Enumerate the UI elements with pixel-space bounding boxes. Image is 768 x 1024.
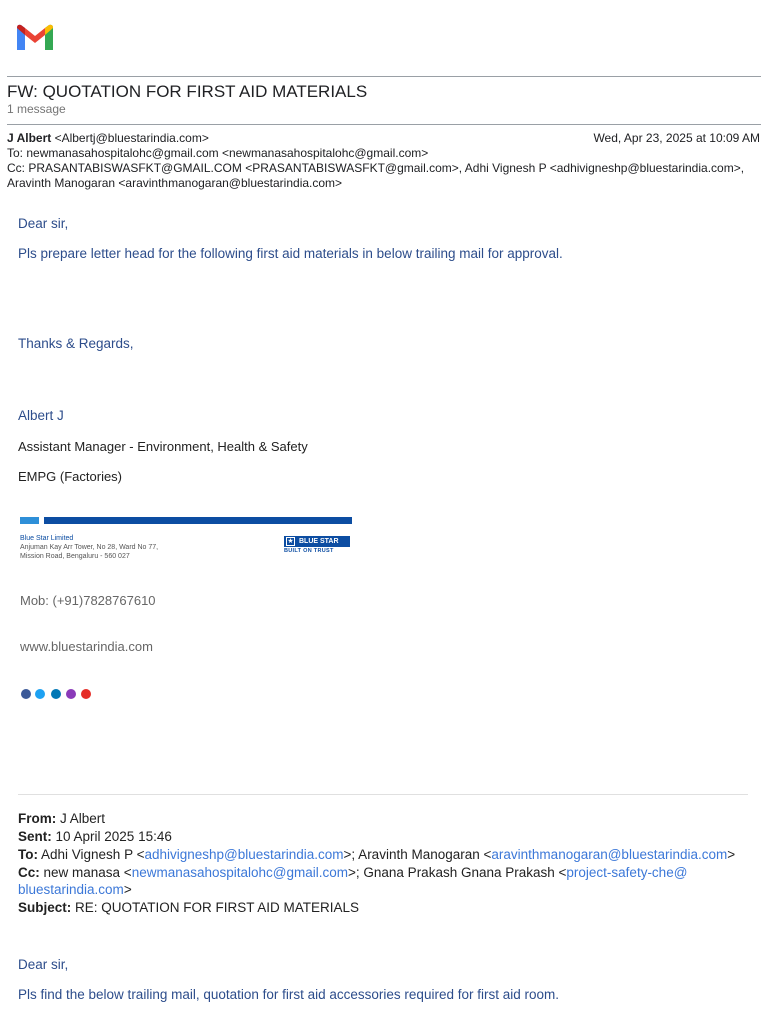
fwd-cc-line-2 — [18, 882, 132, 897]
fwd-cc-link-2b[interactable]: bluestarindia.com — [18, 882, 124, 897]
signature-dept: EMPG (Factories) — [18, 469, 123, 484]
email-date: Wed, Apr 23, 2025 at 10:09 AM — [593, 131, 760, 145]
fwd-from-value: J Albert — [56, 811, 106, 826]
linkedin-icon[interactable] — [51, 689, 61, 699]
fwd-to-text-3: > — [727, 847, 736, 862]
fwd-sent-label: Sent: — [18, 829, 52, 844]
fwd-from-label: From: — [18, 811, 57, 826]
fwd-cc-text-3: > — [123, 882, 132, 897]
cc-line-1: Cc: PRASANTABISWASFKT@GMAIL.COM <PRASANTABISWASFKT@gmail.com>, Adhi Vignesh P <adhivigneshp@bluestarindia.com>, — [7, 161, 745, 175]
fwd-sent-value: 10 April 2025 15:46 — [51, 829, 172, 844]
gmail-logo-icon — [15, 22, 55, 52]
subject-divider — [7, 124, 761, 125]
fwd-to-label: To: — [18, 847, 38, 862]
star-icon: ★ — [287, 538, 294, 545]
instagram-icon[interactable] — [66, 689, 76, 699]
brand-name: BLUE STAR — [299, 538, 339, 545]
fwd-cc-label: Cc: — [18, 865, 40, 880]
fwd-sent-line — [18, 829, 172, 844]
banner-bar-light — [20, 517, 39, 524]
email-subject: FW: QUOTATION FOR FIRST AID MATERIALS — [7, 82, 368, 101]
fwd-cc-text-2: >; Gnana Prakash Gnana Prakash < — [348, 865, 567, 880]
sender-line — [7, 131, 209, 145]
request-text: Pls prepare letter head for the following first aid materials in below trailing mail for approval. — [18, 246, 563, 261]
fwd-cc-text-1: new manasa < — [39, 865, 132, 880]
cc-line-2: Aravinth Manogaran <aravinthmanogaran@bluestarindia.com> — [7, 176, 343, 190]
mobile-number: Mob: (+91)7828767610 — [20, 593, 156, 608]
fwd-to-link-1[interactable]: adhivigneshp@bluestarindia.com — [144, 847, 344, 862]
greeting: Dear sir, — [18, 216, 69, 231]
fwd-body-text: Pls find the below trailing mail, quotation for first aid accessories required for first aid room. — [18, 987, 559, 1002]
company-name: Blue Star Limited — [20, 535, 74, 542]
fwd-greeting: Dear sir, — [18, 957, 69, 972]
twitter-icon[interactable] — [35, 689, 45, 699]
fwd-to-line — [18, 847, 735, 862]
blue-star-logo — [284, 536, 350, 556]
regards: Thanks & Regards, — [18, 336, 134, 351]
fwd-to-text-2: >; Aravinth Manogaran < — [343, 847, 492, 862]
signature-title: Assistant Manager - Environment, Health & Safety — [18, 439, 308, 454]
forward-divider — [18, 794, 748, 795]
sender-address: <Albertj@bluestarindia.com> — [51, 131, 209, 145]
address-line-1: Anjuman Kay Arr Tower, No 28, Ward No 77, — [20, 544, 159, 551]
facebook-icon[interactable] — [21, 689, 31, 699]
fwd-to-text-1: Adhi Vignesh P < — [38, 847, 145, 862]
fwd-subject-line — [18, 900, 359, 915]
fwd-to-link-2[interactable]: aravinthmanogaran@bluestarindia.com — [491, 847, 728, 862]
fwd-subject-label: Subject: — [18, 900, 72, 915]
fwd-cc-link-1[interactable]: newmanasahospitalohc@gmail.com — [131, 865, 349, 880]
brand-tagline: BUILT ON TRUST — [284, 548, 334, 554]
fwd-cc-link-2a[interactable]: project-safety-che@ — [566, 865, 688, 880]
fwd-subject-value: RE: QUOTATION FOR FIRST AID MATERIALS — [71, 900, 360, 915]
address-line-2: Mission Road, Bengaluru - 560 027 — [20, 553, 130, 560]
fwd-cc-line — [18, 865, 687, 880]
to-line: To: newmanasahospitalohc@gmail.com <newmanasahospitalohc@gmail.com> — [7, 146, 429, 160]
sender-name: J Albert — [7, 131, 52, 145]
header-divider — [7, 76, 761, 77]
signature-name: Albert J — [18, 408, 64, 423]
message-count: 1 message — [7, 102, 66, 116]
youtube-icon[interactable] — [81, 689, 91, 699]
fwd-from-line — [18, 811, 105, 826]
banner-bar-dark — [44, 517, 352, 524]
website-link[interactable]: www.bluestarindia.com — [20, 639, 153, 654]
